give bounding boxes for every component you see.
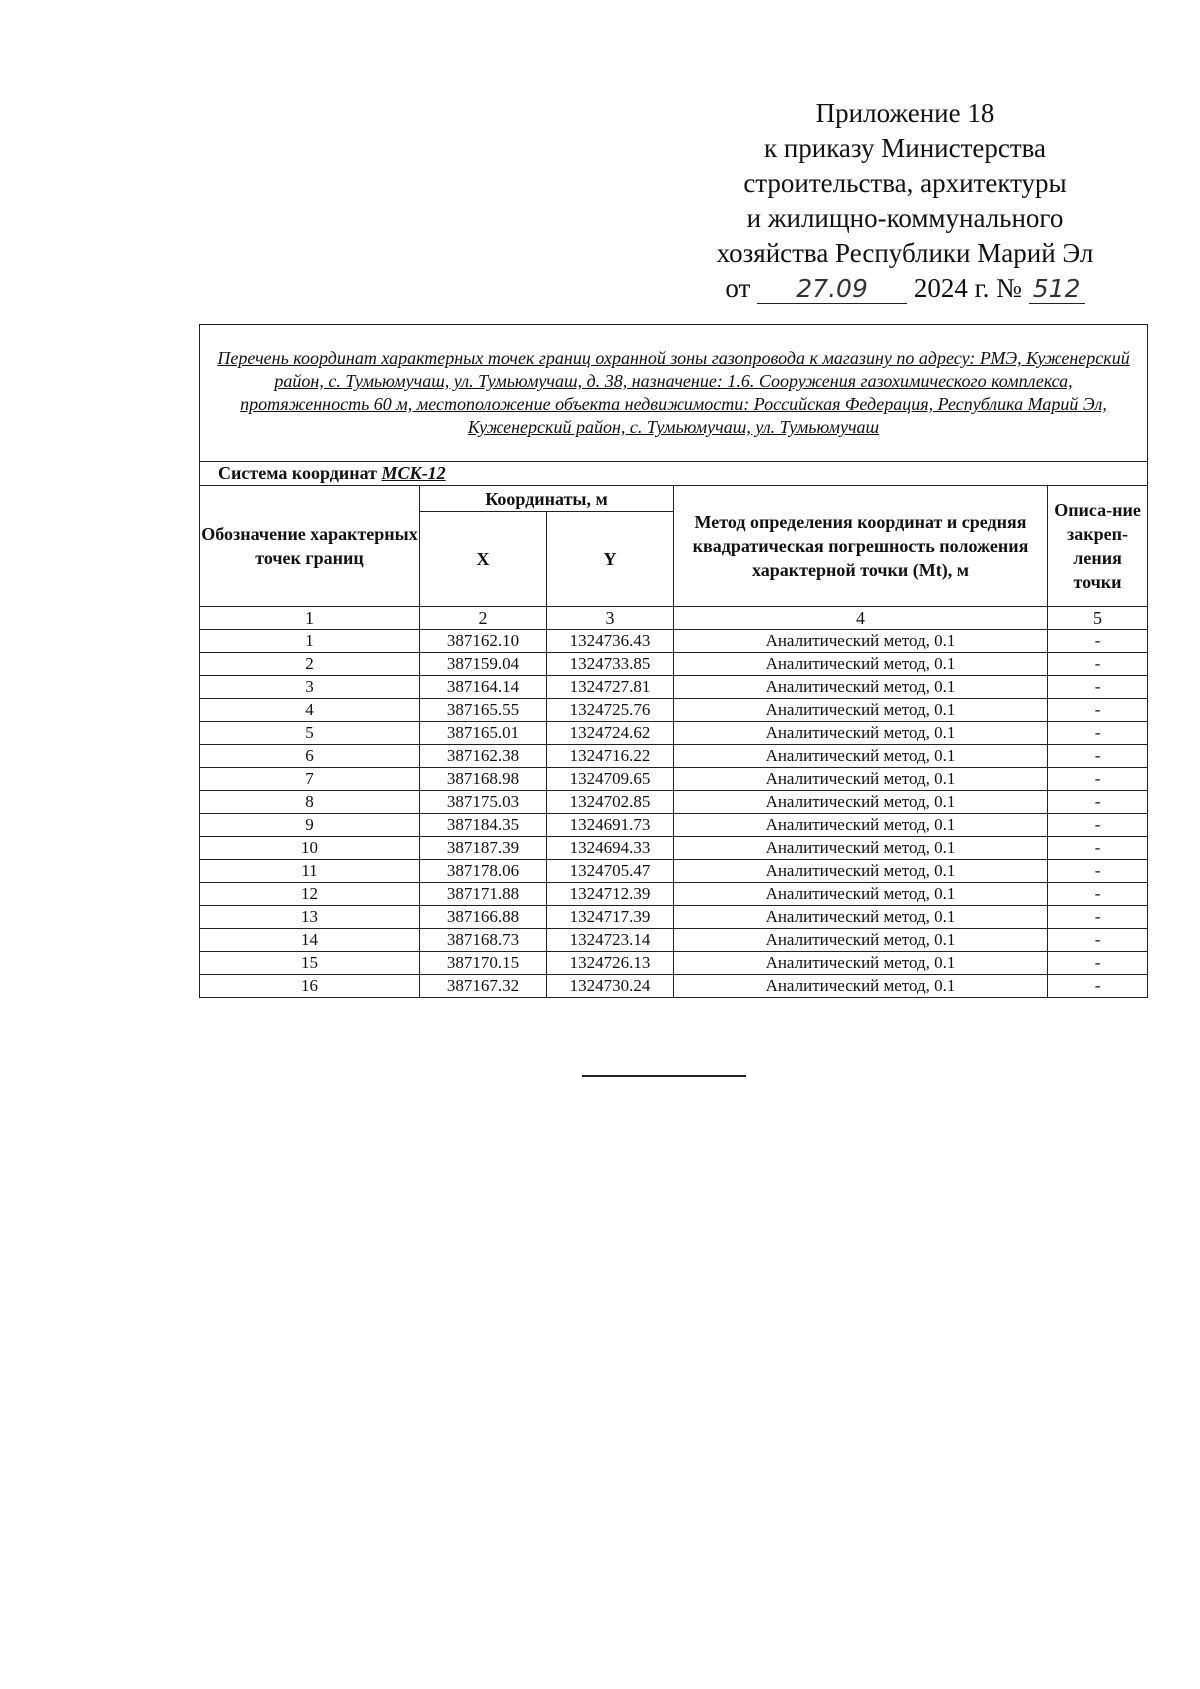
column-index: 2 — [420, 607, 547, 630]
table-row — [200, 745, 1148, 768]
appendix-header — [690, 96, 1120, 306]
point-number-cell: 8 — [200, 791, 420, 814]
method-cell: Аналитический метод, 0.1 — [674, 630, 1048, 653]
description-cell: - — [1048, 791, 1148, 814]
appendix-line: строительства, архитектуры — [743, 168, 1067, 198]
point-number-cell: 7 — [200, 768, 420, 791]
y-coordinate-cell: 1324709.65 — [547, 768, 674, 791]
x-coordinate-cell: 387167.32 — [420, 975, 547, 998]
method-cell: Аналитический метод, 0.1 — [674, 791, 1048, 814]
description-cell: - — [1048, 929, 1148, 952]
description-cell: - — [1048, 837, 1148, 860]
handwritten-date: 27.09 — [757, 275, 907, 304]
description-cell: - — [1048, 768, 1148, 791]
method-cell: Аналитический метод, 0.1 — [674, 699, 1048, 722]
y-coordinate-cell: 1324726.13 — [547, 952, 674, 975]
point-number-cell: 6 — [200, 745, 420, 768]
x-coordinate-cell: 387165.55 — [420, 699, 547, 722]
x-coordinate-cell: 387184.35 — [420, 814, 547, 837]
table-row — [200, 975, 1148, 998]
point-number-cell: 3 — [200, 676, 420, 699]
description-cell: - — [1048, 745, 1148, 768]
method-cell: Аналитический метод, 0.1 — [674, 676, 1048, 699]
y-coordinate-cell: 1324733.85 — [547, 653, 674, 676]
appendix-line: к приказу Министерства — [763, 133, 1047, 163]
coordinates-table — [199, 324, 1148, 998]
column-index: 1 — [200, 607, 420, 630]
x-coordinate-cell: 387170.15 — [420, 952, 547, 975]
appendix-line: хозяйства Республики Марий Эл — [716, 238, 1094, 268]
x-coordinate-cell: 387165.01 — [420, 722, 547, 745]
column-index: 3 — [547, 607, 674, 630]
coordinate-system-label: Система координат — [218, 463, 377, 483]
description-cell: - — [1048, 653, 1148, 676]
point-number-cell: 11 — [200, 860, 420, 883]
y-coordinate-cell: 1324724.62 — [547, 722, 674, 745]
point-number-cell: 9 — [200, 814, 420, 837]
table-row — [200, 837, 1148, 860]
header-y: Y — [547, 512, 674, 607]
y-coordinate-cell: 1324723.14 — [547, 929, 674, 952]
point-number-cell: 10 — [200, 837, 420, 860]
table-row — [200, 952, 1148, 975]
y-coordinate-cell: 1324727.81 — [547, 676, 674, 699]
y-coordinate-cell: 1324736.43 — [547, 630, 674, 653]
method-cell: Аналитический метод, 0.1 — [674, 975, 1048, 998]
table-caption: Перечень координат характерных точек границ охранной зоны газопровода к магазину по адресу: РМЭ, Куженерский район, с. Тумьюмучаш, ул. Тумьюмучаш, д. 38, назначение: 1.6. Сооружения газохимического комплекса, протяженность 60 м, местоположение объекта недвижимости: Российская Федерация, Республика Марий Эл, Куженерский район, с. Тумьюмучаш, ул. Тумьюмучаш — [200, 325, 1148, 462]
point-number-cell: 13 — [200, 906, 420, 929]
point-number-cell: 16 — [200, 975, 420, 998]
description-cell: - — [1048, 676, 1148, 699]
point-number-cell: 4 — [200, 699, 420, 722]
x-coordinate-cell: 387159.04 — [420, 653, 547, 676]
method-cell: Аналитический метод, 0.1 — [674, 768, 1048, 791]
y-coordinate-cell: 1324725.76 — [547, 699, 674, 722]
description-cell: - — [1048, 630, 1148, 653]
x-coordinate-cell: 387162.10 — [420, 630, 547, 653]
year-number-label: 2024 г. № — [913, 273, 1022, 303]
description-cell: - — [1048, 814, 1148, 837]
handwritten-order-number: 512 — [1029, 275, 1085, 304]
method-cell: Аналитический метод, 0.1 — [674, 837, 1048, 860]
method-cell: Аналитический метод, 0.1 — [674, 814, 1048, 837]
header-description: Описа-ние закреп-ления точки — [1048, 486, 1148, 607]
method-cell: Аналитический метод, 0.1 — [674, 745, 1048, 768]
table-row — [200, 699, 1148, 722]
method-cell: Аналитический метод, 0.1 — [674, 883, 1048, 906]
x-coordinate-cell: 387178.06 — [420, 860, 547, 883]
table-head — [200, 325, 1148, 630]
date-prefix: от — [725, 273, 751, 303]
description-cell: - — [1048, 883, 1148, 906]
coordinate-system-value: МСК-12 — [381, 463, 446, 483]
header-method: Метод определения координат и средняя квадратическая погрешность положения характерной точки (Mt), м — [674, 486, 1048, 607]
description-cell: - — [1048, 975, 1148, 998]
column-index: 5 — [1048, 607, 1148, 630]
table-row — [200, 906, 1148, 929]
table-row — [200, 630, 1148, 653]
y-coordinate-cell: 1324705.47 — [547, 860, 674, 883]
y-coordinate-cell: 1324691.73 — [547, 814, 674, 837]
description-cell: - — [1048, 952, 1148, 975]
point-number-cell: 2 — [200, 653, 420, 676]
method-cell: Аналитический метод, 0.1 — [674, 653, 1048, 676]
y-coordinate-cell: 1324730.24 — [547, 975, 674, 998]
method-cell: Аналитический метод, 0.1 — [674, 952, 1048, 975]
point-number-cell: 1 — [200, 630, 420, 653]
table-row — [200, 883, 1148, 906]
x-coordinate-cell: 387175.03 — [420, 791, 547, 814]
table-body — [200, 630, 1148, 998]
x-coordinate-cell: 387166.88 — [420, 906, 547, 929]
table-row — [200, 653, 1148, 676]
header-point: Обозначение характерных точек границ — [200, 486, 420, 607]
x-coordinate-cell: 387187.39 — [420, 837, 547, 860]
y-coordinate-cell: 1324712.39 — [547, 883, 674, 906]
method-cell: Аналитический метод, 0.1 — [674, 860, 1048, 883]
table-row — [200, 860, 1148, 883]
description-cell: - — [1048, 722, 1148, 745]
table-row — [200, 814, 1148, 837]
column-index: 4 — [674, 607, 1048, 630]
point-number-cell: 14 — [200, 929, 420, 952]
table-row — [200, 791, 1148, 814]
header-coordinates: Координаты, м — [420, 486, 674, 512]
method-cell: Аналитический метод, 0.1 — [674, 929, 1048, 952]
x-coordinate-cell: 387168.98 — [420, 768, 547, 791]
x-coordinate-cell: 387171.88 — [420, 883, 547, 906]
column-index-row — [200, 607, 1148, 630]
method-cell: Аналитический метод, 0.1 — [674, 722, 1048, 745]
appendix-line: и жилищно-коммунального — [746, 203, 1064, 233]
table-row — [200, 929, 1148, 952]
table-row — [200, 722, 1148, 745]
x-coordinate-cell: 387162.38 — [420, 745, 547, 768]
y-coordinate-cell: 1324694.33 — [547, 837, 674, 860]
description-cell: - — [1048, 860, 1148, 883]
appendix-title: Приложение 18 — [815, 98, 995, 128]
y-coordinate-cell: 1324716.22 — [547, 745, 674, 768]
end-separator-line — [582, 1075, 746, 1077]
method-cell: Аналитический метод, 0.1 — [674, 906, 1048, 929]
table-row — [200, 768, 1148, 791]
description-cell: - — [1048, 906, 1148, 929]
x-coordinate-cell: 387164.14 — [420, 676, 547, 699]
point-number-cell: 15 — [200, 952, 420, 975]
order-date-line — [690, 271, 1120, 306]
header-x: X — [420, 512, 547, 607]
description-cell: - — [1048, 699, 1148, 722]
y-coordinate-cell: 1324702.85 — [547, 791, 674, 814]
point-number-cell: 5 — [200, 722, 420, 745]
x-coordinate-cell: 387168.73 — [420, 929, 547, 952]
y-coordinate-cell: 1324717.39 — [547, 906, 674, 929]
point-number-cell: 12 — [200, 883, 420, 906]
table-row — [200, 676, 1148, 699]
coordinate-system — [200, 462, 1148, 486]
